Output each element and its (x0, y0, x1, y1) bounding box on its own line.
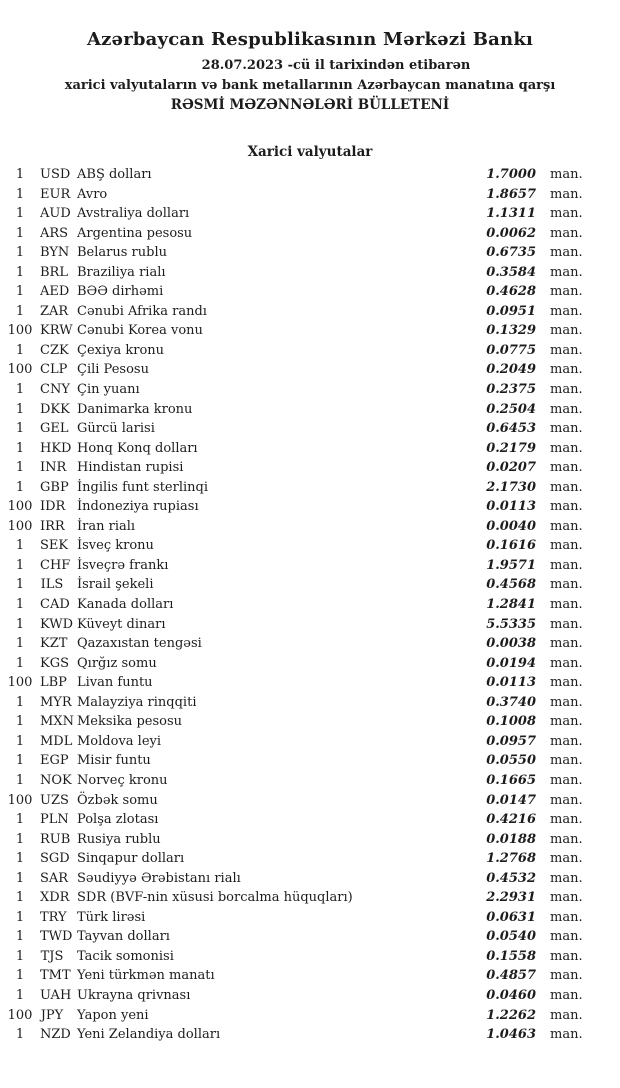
rate-row (0, 458, 620, 478)
currency-code: DKK (40, 401, 70, 417)
rate-quantity: 1 (15, 929, 25, 945)
currency-code: BRL (40, 264, 68, 280)
currency-name: ABŞ dolları (77, 167, 152, 182)
rate-quantity: 1 (15, 890, 25, 906)
rate-value: 0.2375 (486, 382, 536, 398)
currency-code: MXN (40, 714, 74, 730)
bank-title: Azərbaycan Respublikasının Mərkəzi Bankı (86, 29, 534, 50)
rate-value: 0.0194 (486, 655, 536, 671)
currency-code: EGP (40, 753, 69, 769)
currency-name: Türk lirəsi (77, 909, 146, 925)
rate-value: 0.1329 (486, 323, 536, 339)
rate-value: 0.0038 (486, 636, 536, 652)
currency-code: CLP (40, 362, 68, 378)
currency-name: Malayziya rinqqiti (77, 694, 197, 710)
rate-row (0, 908, 620, 928)
unit-label: man. (550, 460, 583, 476)
currency-code: CAD (40, 597, 70, 613)
rate-row (0, 400, 620, 420)
rate-value: 0.2049 (486, 362, 536, 378)
rate-value: 0.1616 (486, 538, 536, 554)
currency-code: ZAR (40, 303, 69, 319)
currency-code: MYR (40, 694, 72, 710)
rate-row (0, 321, 620, 341)
currency-name: Çin yuanı (77, 382, 140, 398)
currency-name: Tayvan dolları (77, 929, 170, 945)
rate-value: 0.0460 (486, 987, 536, 1003)
rate-row (0, 536, 620, 556)
rate-row (0, 927, 620, 947)
unit-label: man. (550, 987, 583, 1003)
unit-label: man. (550, 440, 583, 456)
rate-quantity: 1 (15, 245, 25, 261)
section-title-foreign-currencies: Xarici valyutalar (247, 144, 373, 160)
rate-quantity: 100 (7, 792, 33, 808)
rate-value: 0.4628 (486, 284, 536, 300)
rate-value: 0.4216 (486, 812, 536, 828)
currency-name: İran rialı (77, 518, 136, 534)
currency-name: Meksika pesosu (77, 714, 183, 730)
unit-label: man. (550, 421, 583, 437)
currency-code: USD (40, 167, 71, 182)
rate-quantity: 1 (15, 714, 25, 730)
currency-name: Livan funtu (77, 675, 153, 691)
rate-row (0, 732, 620, 752)
rate-row (0, 830, 620, 850)
currency-code: SEK (40, 538, 69, 554)
currency-name: Sinqapur dolları (77, 851, 185, 867)
rate-quantity: 1 (15, 206, 25, 222)
currency-code: ILS (40, 577, 64, 593)
rate-row (0, 224, 620, 244)
rate-quantity: 1 (15, 694, 25, 710)
unit-label: man. (550, 772, 583, 788)
rate-value: 0.1558 (486, 948, 536, 964)
unit-label: man. (550, 479, 583, 495)
currency-code: TJS (40, 948, 64, 964)
currency-code: CNY (40, 382, 70, 398)
rate-row (0, 888, 620, 908)
rate-value: 0.0631 (486, 909, 536, 925)
rate-quantity: 100 (7, 518, 33, 534)
currency-code: UAH (40, 987, 72, 1003)
rate-row (0, 302, 620, 322)
unit-label: man. (550, 616, 583, 632)
rate-row (0, 966, 620, 986)
currency-name: İsrail şekeli (77, 577, 154, 593)
currency-name: Tacik somonisi (77, 948, 174, 964)
rate-value: 1.8657 (486, 186, 536, 202)
currency-code: AUD (40, 206, 71, 222)
rate-value: 0.6453 (486, 421, 536, 437)
rate-quantity: 1 (15, 186, 25, 202)
currency-code: TRY (40, 909, 67, 925)
unit-label: man. (550, 733, 583, 749)
rate-row (0, 360, 620, 380)
rate-value: 0.0957 (486, 733, 536, 749)
unit-label: man. (550, 225, 583, 241)
unit-label: man. (550, 342, 583, 358)
unit-label: man. (550, 557, 583, 573)
rate-row (0, 986, 620, 1006)
bulletin-subtitle-line2: RƏSMİ MƏZƏNNƏLƏRİ BÜLLETENİ (170, 97, 450, 113)
rate-row (0, 810, 620, 830)
rate-row (0, 673, 620, 693)
unit-label: man. (550, 264, 583, 280)
rate-value: 0.0951 (486, 303, 536, 319)
rate-row (0, 439, 620, 459)
currency-code: CHF (40, 557, 71, 573)
rate-value: 0.0188 (486, 831, 536, 847)
currency-code: TMT (40, 968, 71, 984)
currency-name: Danimarka kronu (77, 401, 193, 417)
currency-name: Norveç kronu (77, 772, 168, 788)
unit-label: man. (550, 714, 583, 730)
rate-quantity: 1 (15, 753, 25, 769)
rate-quantity: 1 (15, 616, 25, 632)
unit-label: man. (550, 890, 583, 906)
currency-code: RUB (40, 831, 71, 847)
rate-row (0, 634, 620, 654)
rate-row (0, 243, 620, 263)
unit-label: man. (550, 948, 583, 964)
currency-code: KRW (40, 323, 73, 339)
unit-label: man. (550, 167, 583, 182)
currency-name: Honq Konq dolları (77, 440, 198, 456)
rate-row (0, 849, 620, 869)
rate-quantity: 1 (15, 733, 25, 749)
rate-value: 0.2179 (486, 440, 536, 456)
rate-row (0, 556, 620, 576)
unit-label: man. (550, 323, 583, 339)
rate-row (0, 282, 620, 302)
unit-label: man. (550, 636, 583, 652)
rate-quantity: 1 (15, 851, 25, 867)
rate-quantity: 1 (15, 968, 25, 984)
currency-code: IDR (40, 499, 66, 515)
unit-label: man. (550, 362, 583, 378)
unit-label: man. (550, 245, 583, 261)
rate-row (0, 615, 620, 635)
currency-name: Çexiya kronu (77, 342, 165, 358)
currency-code: UZS (40, 792, 69, 808)
currency-name: SDR (BVF-nin xüsusi borcalma hüquqları) (77, 890, 353, 906)
rate-value: 1.1311 (486, 206, 536, 222)
rate-row (0, 1006, 620, 1026)
rate-row (0, 712, 620, 732)
rate-value: 1.2262 (486, 1007, 536, 1023)
rate-quantity: 1 (15, 167, 25, 182)
rate-value: 1.0463 (486, 1027, 536, 1043)
unit-label: man. (550, 792, 583, 808)
unit-label: man. (550, 382, 583, 398)
currency-code: SGD (40, 851, 70, 867)
currency-name: İngilis funt sterlinqi (77, 479, 208, 495)
currency-name: Kanada dolları (77, 597, 174, 613)
currency-name: Özbək somu (77, 792, 158, 808)
rate-row (0, 751, 620, 771)
unit-label: man. (550, 186, 583, 202)
unit-label: man. (550, 518, 583, 534)
rate-value: 0.6735 (486, 245, 536, 261)
rate-value: 2.2931 (486, 890, 536, 906)
currency-name: Cənubi Korea vonu (77, 323, 203, 339)
currency-code: SAR (40, 870, 69, 886)
unit-label: man. (550, 538, 583, 554)
unit-label: man. (550, 655, 583, 671)
currency-name: Cənubi Afrika randı (77, 303, 207, 319)
unit-label: man. (550, 499, 583, 515)
rate-value: 1.2841 (486, 597, 536, 613)
currency-name: Çili Pesosu (77, 362, 149, 378)
currency-name: Küveyt dinarı (77, 616, 166, 632)
rate-row (0, 478, 620, 498)
rate-value: 0.0207 (486, 460, 536, 476)
rate-quantity: 1 (15, 948, 25, 964)
rate-quantity: 100 (7, 1007, 33, 1023)
rate-row (0, 654, 620, 674)
currency-name: Yeni türkmən manatı (77, 968, 215, 984)
rate-value: 1.9571 (486, 557, 536, 573)
rate-quantity: 100 (7, 323, 33, 339)
rate-quantity: 1 (15, 303, 25, 319)
rate-value: 0.4568 (486, 577, 536, 593)
unit-label: man. (550, 303, 583, 319)
rate-row (0, 185, 620, 205)
exchange-rates-table (0, 165, 620, 1045)
currency-name: Avstraliya dolları (77, 206, 190, 222)
rate-value: 0.1665 (486, 772, 536, 788)
rate-row (0, 947, 620, 967)
rate-row (0, 341, 620, 361)
currency-code: GBP (40, 479, 69, 495)
currency-name: BƏƏ dirhəmi (77, 284, 164, 300)
currency-name: İndoneziya rupiası (77, 499, 199, 515)
rate-value: 5.5335 (486, 616, 536, 632)
currency-name: Qırğız somu (77, 655, 157, 671)
currency-code: KWD (40, 616, 74, 632)
rate-quantity: 1 (15, 597, 25, 613)
unit-label: man. (550, 284, 583, 300)
currency-name: Ukrayna qrivnası (77, 987, 191, 1003)
rate-quantity: 1 (15, 812, 25, 828)
rate-quantity: 1 (15, 636, 25, 652)
currency-code: KGS (40, 655, 70, 671)
currency-code: JPY (40, 1007, 64, 1023)
currency-code: KZT (40, 636, 68, 652)
rate-row (0, 1025, 620, 1045)
rate-row (0, 419, 620, 439)
unit-label: man. (550, 597, 583, 613)
rate-value: 0.0113 (486, 675, 536, 691)
rate-quantity: 1 (15, 1027, 25, 1043)
bulletin-subtitle-line1: xarici valyutaların və bank metallarının Azərbaycan manatına qarşı (64, 78, 556, 93)
currency-code: NZD (40, 1027, 71, 1043)
currency-name: Qazaxıstan tengəsi (77, 636, 202, 652)
currency-code: LBP (40, 675, 67, 691)
currency-code: CZK (40, 342, 69, 358)
currency-name: Moldova leyi (77, 733, 162, 749)
rate-quantity: 1 (15, 382, 25, 398)
currency-code: HKD (40, 440, 72, 456)
rate-row (0, 204, 620, 224)
rate-quantity: 1 (15, 264, 25, 280)
rate-value: 0.4532 (486, 870, 536, 886)
unit-label: man. (550, 675, 583, 691)
currency-name: Gürcü larisi (77, 421, 155, 437)
unit-label: man. (550, 812, 583, 828)
currency-name: Misir funtu (77, 753, 151, 769)
currency-code: GEL (40, 421, 69, 437)
rate-row (0, 380, 620, 400)
rate-quantity: 1 (15, 557, 25, 573)
rate-value: 0.2504 (486, 401, 536, 417)
currency-name: Səudiyyə Ərəbistanı rialı (77, 870, 241, 886)
rate-value: 0.0040 (486, 518, 536, 534)
unit-label: man. (550, 851, 583, 867)
rate-quantity: 100 (7, 675, 33, 691)
currency-name: İsveçrə frankı (77, 557, 169, 573)
currency-name: Braziliya rialı (77, 264, 166, 280)
rate-value: 0.0540 (486, 929, 536, 945)
currency-name: Rusiya rublu (77, 831, 161, 847)
rate-value: 0.0113 (486, 499, 536, 515)
currency-name: İsveç kronu (77, 538, 154, 554)
rate-quantity: 1 (15, 831, 25, 847)
rate-value: 0.0550 (486, 753, 536, 769)
rate-quantity: 1 (15, 577, 25, 593)
rate-value: 1.7000 (486, 167, 536, 182)
unit-label: man. (550, 753, 583, 769)
rate-quantity: 1 (15, 284, 25, 300)
unit-label: man. (550, 929, 583, 945)
rate-quantity: 1 (15, 870, 25, 886)
unit-label: man. (550, 206, 583, 222)
rate-row (0, 771, 620, 791)
rate-row (0, 595, 620, 615)
currency-code: BYN (40, 245, 70, 261)
rate-row (0, 693, 620, 713)
currency-name: Argentina pesosu (77, 225, 193, 241)
rate-value: 2.1730 (486, 479, 536, 495)
rate-quantity: 1 (15, 909, 25, 925)
rate-quantity: 1 (15, 421, 25, 437)
currency-code: TWD (40, 929, 73, 945)
rate-value: 1.2768 (486, 851, 536, 867)
rate-quantity: 1 (15, 342, 25, 358)
rate-value: 0.4857 (486, 968, 536, 984)
unit-label: man. (550, 1027, 583, 1043)
unit-label: man. (550, 401, 583, 417)
currency-code: ARS (40, 225, 69, 241)
currency-code: PLN (40, 812, 69, 828)
unit-label: man. (550, 1007, 583, 1023)
rate-row (0, 263, 620, 283)
unit-label: man. (550, 870, 583, 886)
rate-row (0, 165, 620, 185)
rate-row (0, 575, 620, 595)
unit-label: man. (550, 694, 583, 710)
currency-code: INR (40, 460, 67, 476)
effective-date-line: 28.07.2023 -cü il tarixindən etibarən (201, 58, 471, 73)
currency-name: Polşa zlotası (77, 812, 159, 828)
rate-row (0, 497, 620, 517)
rate-quantity: 100 (7, 499, 33, 515)
currency-code: MDL (40, 733, 73, 749)
rate-quantity: 1 (15, 460, 25, 476)
rate-value: 0.0062 (486, 225, 536, 241)
rate-row (0, 517, 620, 537)
unit-label: man. (550, 831, 583, 847)
rate-quantity: 1 (15, 538, 25, 554)
currency-name: Hindistan rupisi (77, 460, 184, 476)
rate-quantity: 1 (15, 987, 25, 1003)
currency-name: Belarus rublu (77, 245, 167, 261)
rate-quantity: 1 (15, 440, 25, 456)
rate-value: 0.3740 (486, 694, 536, 710)
rate-row (0, 791, 620, 811)
currency-name: Yapon yeni (77, 1007, 149, 1023)
rate-value: 0.1008 (486, 714, 536, 730)
unit-label: man. (550, 909, 583, 925)
currency-code: IRR (40, 518, 65, 534)
rate-quantity: 1 (15, 479, 25, 495)
currency-code: XDR (40, 890, 70, 906)
rate-quantity: 1 (15, 225, 25, 241)
rate-quantity: 100 (7, 362, 33, 378)
unit-label: man. (550, 968, 583, 984)
rate-quantity: 1 (15, 772, 25, 788)
currency-code: EUR (40, 186, 71, 202)
currency-code: NOK (40, 772, 72, 788)
currency-name: Yeni Zelandiya dolları (77, 1027, 221, 1043)
rate-value: 0.0147 (486, 792, 536, 808)
rate-quantity: 1 (15, 655, 25, 671)
unit-label: man. (550, 577, 583, 593)
currency-name: Avro (77, 186, 108, 202)
currency-code: AED (40, 284, 70, 300)
rate-value: 0.3584 (486, 264, 536, 280)
rate-quantity: 1 (15, 401, 25, 417)
rate-value: 0.0775 (486, 342, 536, 358)
rate-row (0, 869, 620, 889)
